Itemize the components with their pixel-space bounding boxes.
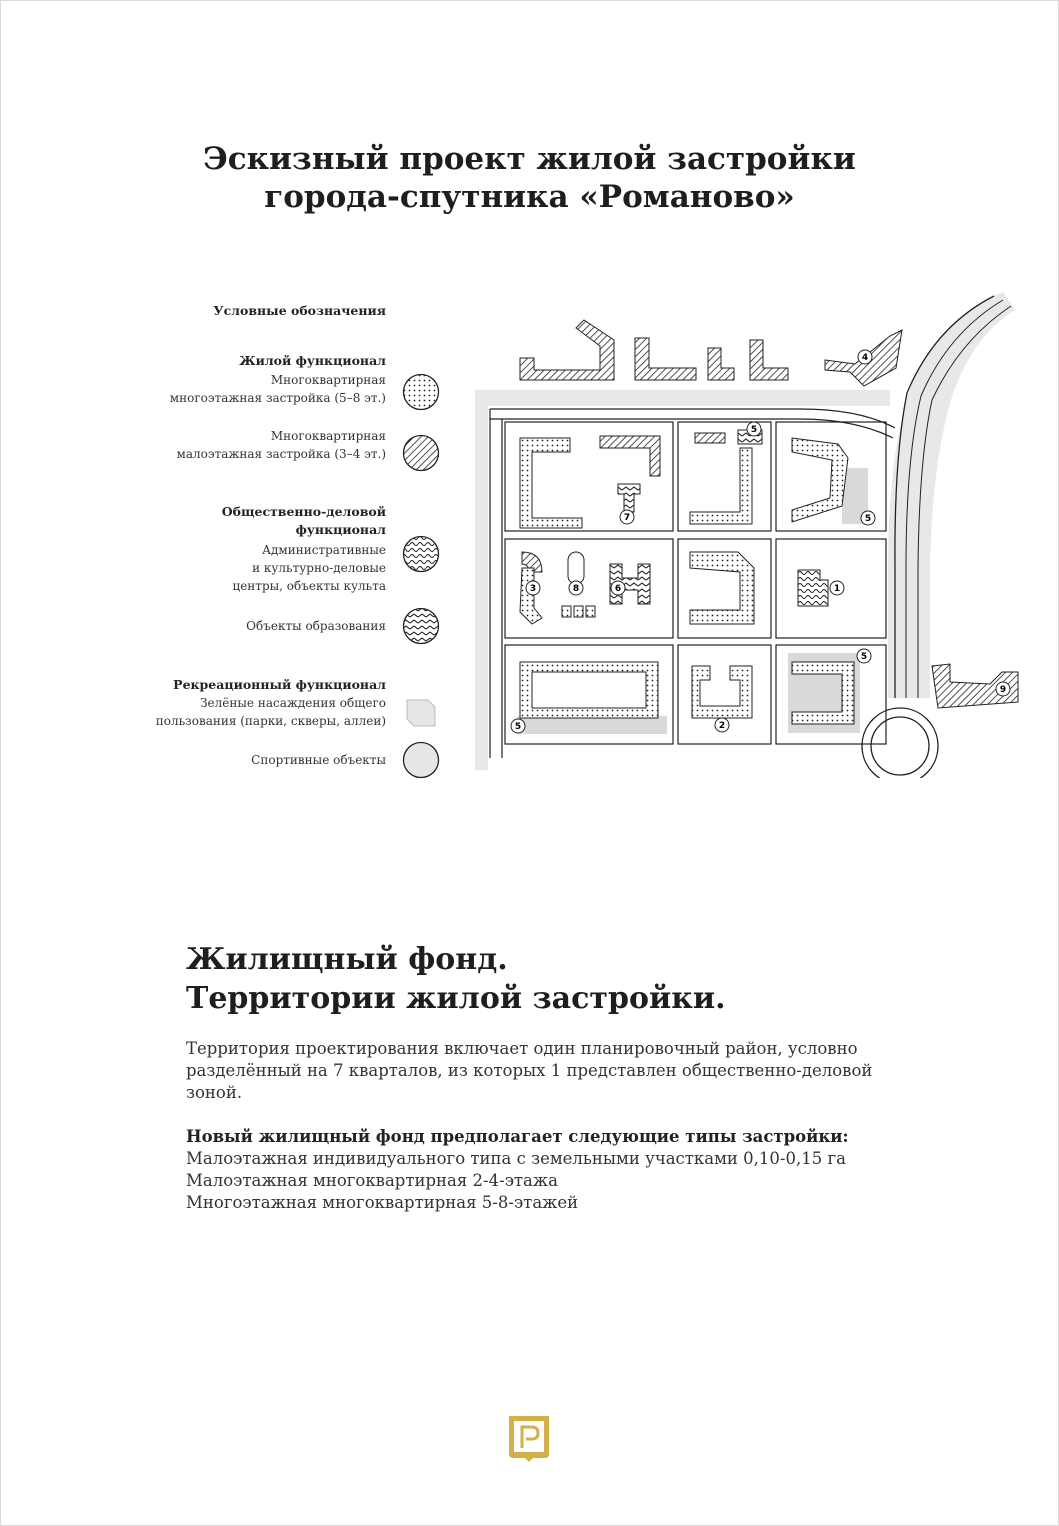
section-heading-line2: Территории жилой застройки. — [186, 981, 726, 1016]
hatch-pattern-icon — [402, 434, 440, 472]
sport-circle-icon — [402, 741, 440, 779]
legend-residential-item1-line2: многоэтажная застройка (5–8 эт.) — [169, 391, 386, 405]
legend-business-heading-line1: Общественно-деловой — [221, 504, 386, 519]
legend-business-item2: Объекты образования — [246, 619, 386, 633]
marker-2 — [715, 718, 729, 732]
svg-text:8: 8 — [572, 584, 580, 594]
marker-5d — [857, 649, 871, 663]
svg-text:1: 1 — [833, 584, 841, 594]
legend-residential-heading: Жилой функционал — [239, 353, 386, 368]
legend-business-item1-line3: центры, объекты культа — [232, 579, 386, 593]
svg-text:2: 2 — [718, 721, 726, 731]
svg-text:6: 6 — [614, 584, 622, 594]
marker-1 — [830, 581, 844, 595]
green-area-icon — [402, 694, 440, 732]
dots-pattern-icon — [402, 373, 440, 411]
svg-text:5: 5 — [864, 514, 872, 524]
legend-residential-item1-line1: Многоквартирная — [270, 373, 386, 387]
legend-heading: Условные обозначения — [213, 303, 386, 318]
marker-5b — [861, 511, 875, 525]
title-line-2: города-спутника «Романово» — [264, 179, 795, 215]
svg-text:3: 3 — [529, 584, 537, 594]
marker-4 — [858, 350, 872, 364]
legend-recreation-item2: Спортивные объекты — [251, 753, 386, 767]
legend-residential-item2-line2: малоэтажная застройка (3–4 эт.) — [176, 447, 386, 461]
admin-buildings — [798, 570, 828, 606]
legend-recreation-item1-line2: пользования (парки, скверы, аллеи) — [155, 714, 386, 728]
site-plan-map — [470, 288, 1035, 778]
section-body — [186, 1038, 926, 1214]
building-type-2: Малоэтажная многоквартирная 2-4-этажа — [186, 1171, 558, 1190]
marker-3 — [526, 581, 540, 595]
svg-text:9: 9 — [999, 685, 1007, 695]
legend-business-item1-line2: и культурно-деловые — [252, 561, 386, 575]
marker-7 — [620, 510, 634, 524]
svg-text:5: 5 — [860, 652, 868, 662]
legend-recreation-item1-line1: Зелёные насаждения общего — [200, 696, 386, 710]
page-title — [0, 140, 1059, 216]
svg-text:7: 7 — [623, 513, 631, 523]
building-type-1: Малоэтажная индивидуального типа с земельными участками 0,10-0,15 га — [186, 1149, 846, 1168]
marker-6 — [611, 581, 625, 595]
svg-text:5: 5 — [750, 425, 758, 435]
chevron-pattern-icon — [402, 607, 440, 645]
svg-text:5: 5 — [514, 722, 522, 732]
marker-5c — [511, 719, 525, 733]
svg-text:4: 4 — [861, 353, 869, 363]
building-type-3: Многоэтажная многоквартирная 5-8-этажей — [186, 1193, 579, 1212]
body-paragraph: Территория проектирования включает один планировочный район, условно разделённый на 7 кварталов, из которых 1 представлен общественно-деловой зоной. — [186, 1039, 873, 1102]
marker-5a — [747, 422, 761, 436]
body-bold-line: Новый жилищный фонд предполагает следующие типы застройки: — [186, 1127, 849, 1146]
wave-pattern-icon — [402, 535, 440, 573]
legend-business-item1-line1: Административные — [261, 543, 386, 557]
legend-residential-item2-line1: Многоквартирная — [270, 429, 386, 443]
legend-business-heading-line2: функционал — [295, 522, 386, 537]
marker-8 — [569, 581, 583, 595]
marker-9 — [996, 682, 1010, 696]
legend-recreation-heading: Рекреационный функционал — [173, 677, 386, 692]
section-heading-line1: Жилищный фонд. — [186, 942, 508, 977]
title-line-1: Эскизный проект жилой застройки — [203, 141, 856, 177]
section-heading — [186, 940, 726, 1018]
romanovo-logo-icon — [507, 1414, 551, 1464]
